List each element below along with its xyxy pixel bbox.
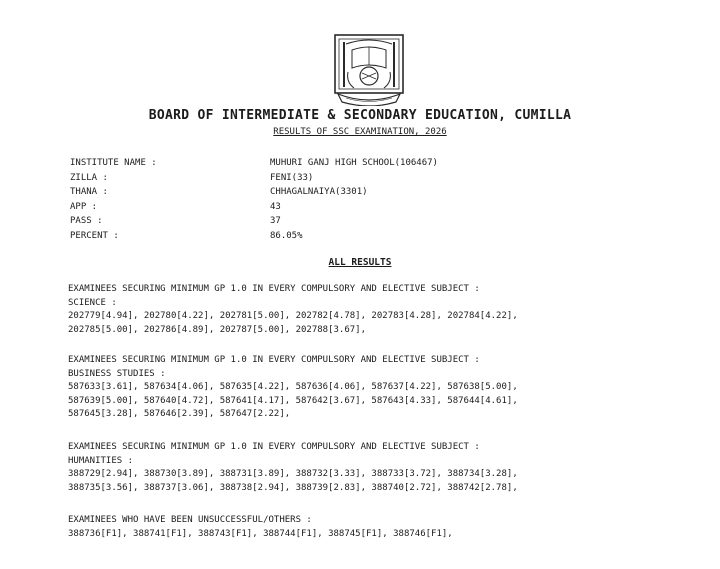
exam-title: RESULTS OF SSC EXAMINATION, 2026 — [273, 127, 447, 137]
info-value-percent: 86.05% — [270, 230, 303, 241]
board-seal-icon — [332, 32, 406, 106]
all-results-heading: ALL RESULTS — [328, 257, 392, 268]
result-line: 587633[3.61], 587634[4.06], 587635[4.22], 587636[4.06], 587637[4.22], 587638[5.00], — [68, 382, 518, 392]
result-line: 388736[F1], 388741[F1], 388743[F1], 388744[F1], 388745[F1], 388746[F1], — [68, 528, 453, 539]
info-label-pass: PASS : — [70, 216, 103, 227]
result-line: 587639[5.00], 587640[4.72], 587641[4.17], 587642[3.67], 587643[4.33], 587644[4.61], — [68, 395, 518, 406]
group-label-science: SCIENCE : — [68, 297, 117, 308]
result-line: 587645[3.28], 587646[2.39], 587647[2.22], — [68, 409, 291, 419]
unsuccessful-section — [68, 514, 453, 541]
info-value-zilla: FENI(33) — [270, 172, 314, 183]
section-heading: EXAMINEES SECURING MINIMUM GP 1.0 IN EVERY COMPULSORY AND ELECTIVE SUBJECT : — [68, 284, 480, 294]
info-label-thana: THANA : — [70, 187, 108, 198]
info-value-institute-name: MUHURI GANJ HIGH SCHOOL(106467) — [270, 158, 438, 168]
group-label-business: BUSINESS STUDIES : — [68, 368, 166, 379]
info-label-percent: PERCENT : — [70, 230, 119, 241]
info-label-app: APP : — [70, 201, 98, 212]
business-section — [68, 354, 518, 422]
institute-info-values — [270, 156, 438, 244]
result-line: 388735[3.56], 388737[3.06], 388738[2.94], 388739[2.83], 388740[2.72], 388742[2.78], — [68, 482, 518, 493]
info-value-pass: 37 — [270, 216, 281, 227]
info-label-zilla: ZILLA : — [70, 172, 108, 183]
section-heading: EXAMINEES SECURING MINIMUM GP 1.0 IN EVERY COMPULSORY AND ELECTIVE SUBJECT : — [68, 442, 480, 452]
result-line: 388729[2.94], 388730[3.89], 388731[3.89], 388732[3.33], 388733[3.72], 388734[3.28], — [68, 469, 518, 479]
info-value-thana: CHHAGALNAIYA(3301) — [270, 187, 368, 198]
science-section — [68, 283, 518, 337]
section-heading: EXAMINEES SECURING MINIMUM GP 1.0 IN EVERY COMPULSORY AND ELECTIVE SUBJECT : — [68, 355, 480, 365]
info-label-institute-name: INSTITUTE NAME : — [70, 158, 157, 168]
section-heading: EXAMINEES WHO HAVE BEEN UNSUCCESSFUL/OTHERS : — [68, 515, 312, 525]
result-line: 202779[4.94], 202780[4.22], 202781[5.00], 202782[4.78], 202783[4.28], 202784[4.22], — [68, 311, 518, 321]
board-title: BOARD OF INTERMEDIATE & SECONDARY EDUCATION, CUMILLA — [148, 108, 572, 123]
info-value-app: 43 — [270, 201, 281, 212]
result-line: 202785[5.00], 202786[4.89], 202787[5.00], 202788[3.67], — [68, 324, 367, 335]
institute-info-labels — [70, 156, 157, 244]
group-label-humanities: HUMANITIES : — [68, 455, 134, 466]
humanities-section — [68, 441, 518, 495]
